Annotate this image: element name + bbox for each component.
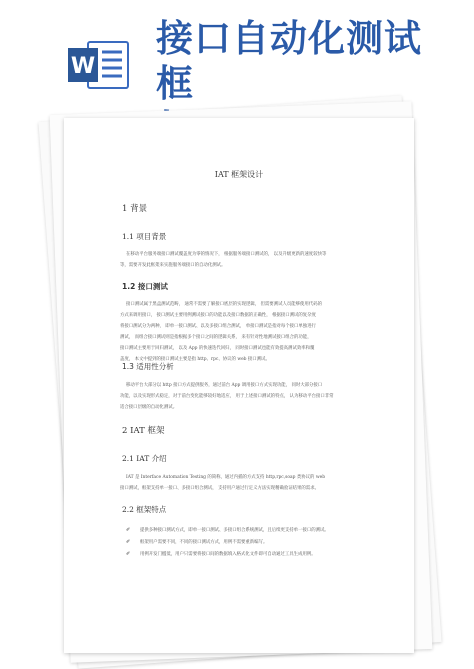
- list-item-text: 用例开发门槛低，用户只需要将接口间的数据填入格式化文件即可自动通过工具生成用例。: [140, 552, 316, 557]
- list-item: [126, 548, 376, 560]
- paragraph-line: 将接口测试分为两种， 即单一接口测试、以及多接口组合测试， 单接口测试是指对每个接口单独进行: [120, 324, 316, 329]
- list-item-text: 提供多种接口测试方式，即单一接口测试、多接口组合系统测试，且后续更支持单一接口的测试。: [140, 528, 329, 533]
- section-2-1-paragraph: [120, 472, 360, 494]
- word-document-icon: [66, 36, 130, 92]
- list-item: [126, 524, 376, 536]
- bullet-marker-icon: ✐: [126, 551, 131, 557]
- paragraph-line: 移动平台大部分以 http 接口方式提供服务，通过前台 App 调用接口方式实现功能， 同时大部分接口: [126, 383, 323, 388]
- section-1-1-heading: 1.1 项目背景: [122, 232, 167, 241]
- paragraph-line: 方式来调用接口， 接口测试主要用例测试接口的功能以及接口数据的正确性， 根据接口测试的复杂度: [120, 313, 316, 318]
- paragraph-line: 接口测试主要用于回归测试， 以及 App 的快速迭代回归， 同时接口测试也能有效提高测试效率和覆: [120, 346, 315, 351]
- paragraph-line: 测试， 而组合接口测试则是指根据多个接口之间的逻辑关系， 来有针对性地测试接口组合的功能，: [120, 335, 312, 340]
- paragraph-line: 接口测试，框架支持单一接口、多接口组合测试， 支持用户通过行定义方法实现精确验证结果的需求。: [120, 486, 319, 491]
- list-item: [126, 536, 376, 548]
- bullet-marker-icon: ✐: [126, 527, 131, 533]
- paragraph-line: 盖度， 本文中提到的接口测试主要是指 http、rpc、协议的 web 接口测试。: [120, 357, 270, 362]
- paragraph-line: 适合接口层级的自动化测试。: [120, 405, 178, 410]
- section-2-1-heading: 2.1 IAT 介绍: [122, 454, 167, 463]
- paragraph-line: IAT 是 Interface Automation Testing 的简称，通过内插的方式支持 http,rpc,soap 类协议的 web: [126, 475, 326, 480]
- section-1-2-paragraph: [120, 299, 360, 365]
- section-2-2-heading: 2.2 框架特点: [122, 505, 167, 514]
- svg-text:W: W: [70, 54, 96, 79]
- section-2-heading: 2 IAT 框架: [122, 426, 165, 436]
- list-item-text: 框架用户需要不同，不同的接口测试方式，用例不需要重新编写。: [140, 540, 268, 545]
- paragraph-line: 功能，以及实现形式稳定，对于前台变化能够较好地适应， 用于上述接口测试的特点， 认为移动平台接口非常: [120, 394, 334, 399]
- paragraph-line: 接口测试属于黑盒测试范畴， 通常不需要了解接口底层的实现逻辑， 但需要测试人员能够使用代码的: [126, 302, 322, 307]
- paragraph-line: 在移动平台服务端接口测试覆盖度为零的情况下， 根据服务端接口测试的， 以及升级更新的速度较快等: [126, 252, 327, 257]
- section-1-3-heading: 1.3 适用性分析: [122, 362, 174, 371]
- paragraph-line: 等，需要开发此框架来实施服务端接口的自动化测试。: [120, 263, 226, 268]
- page-title: IAT 框架设计: [214, 170, 264, 179]
- document-page: [64, 118, 414, 653]
- section-1-3-paragraph: [120, 380, 360, 413]
- section-1-heading: 1 背景: [122, 204, 148, 214]
- section-1-1-paragraph: [120, 249, 360, 271]
- section-1-2-heading: 1.2 接口测试: [122, 282, 168, 291]
- document-title-line-1: 接口自动化测试框: [156, 17, 422, 105]
- bullet-marker-icon: ✐: [126, 539, 131, 545]
- feature-list: [126, 524, 376, 560]
